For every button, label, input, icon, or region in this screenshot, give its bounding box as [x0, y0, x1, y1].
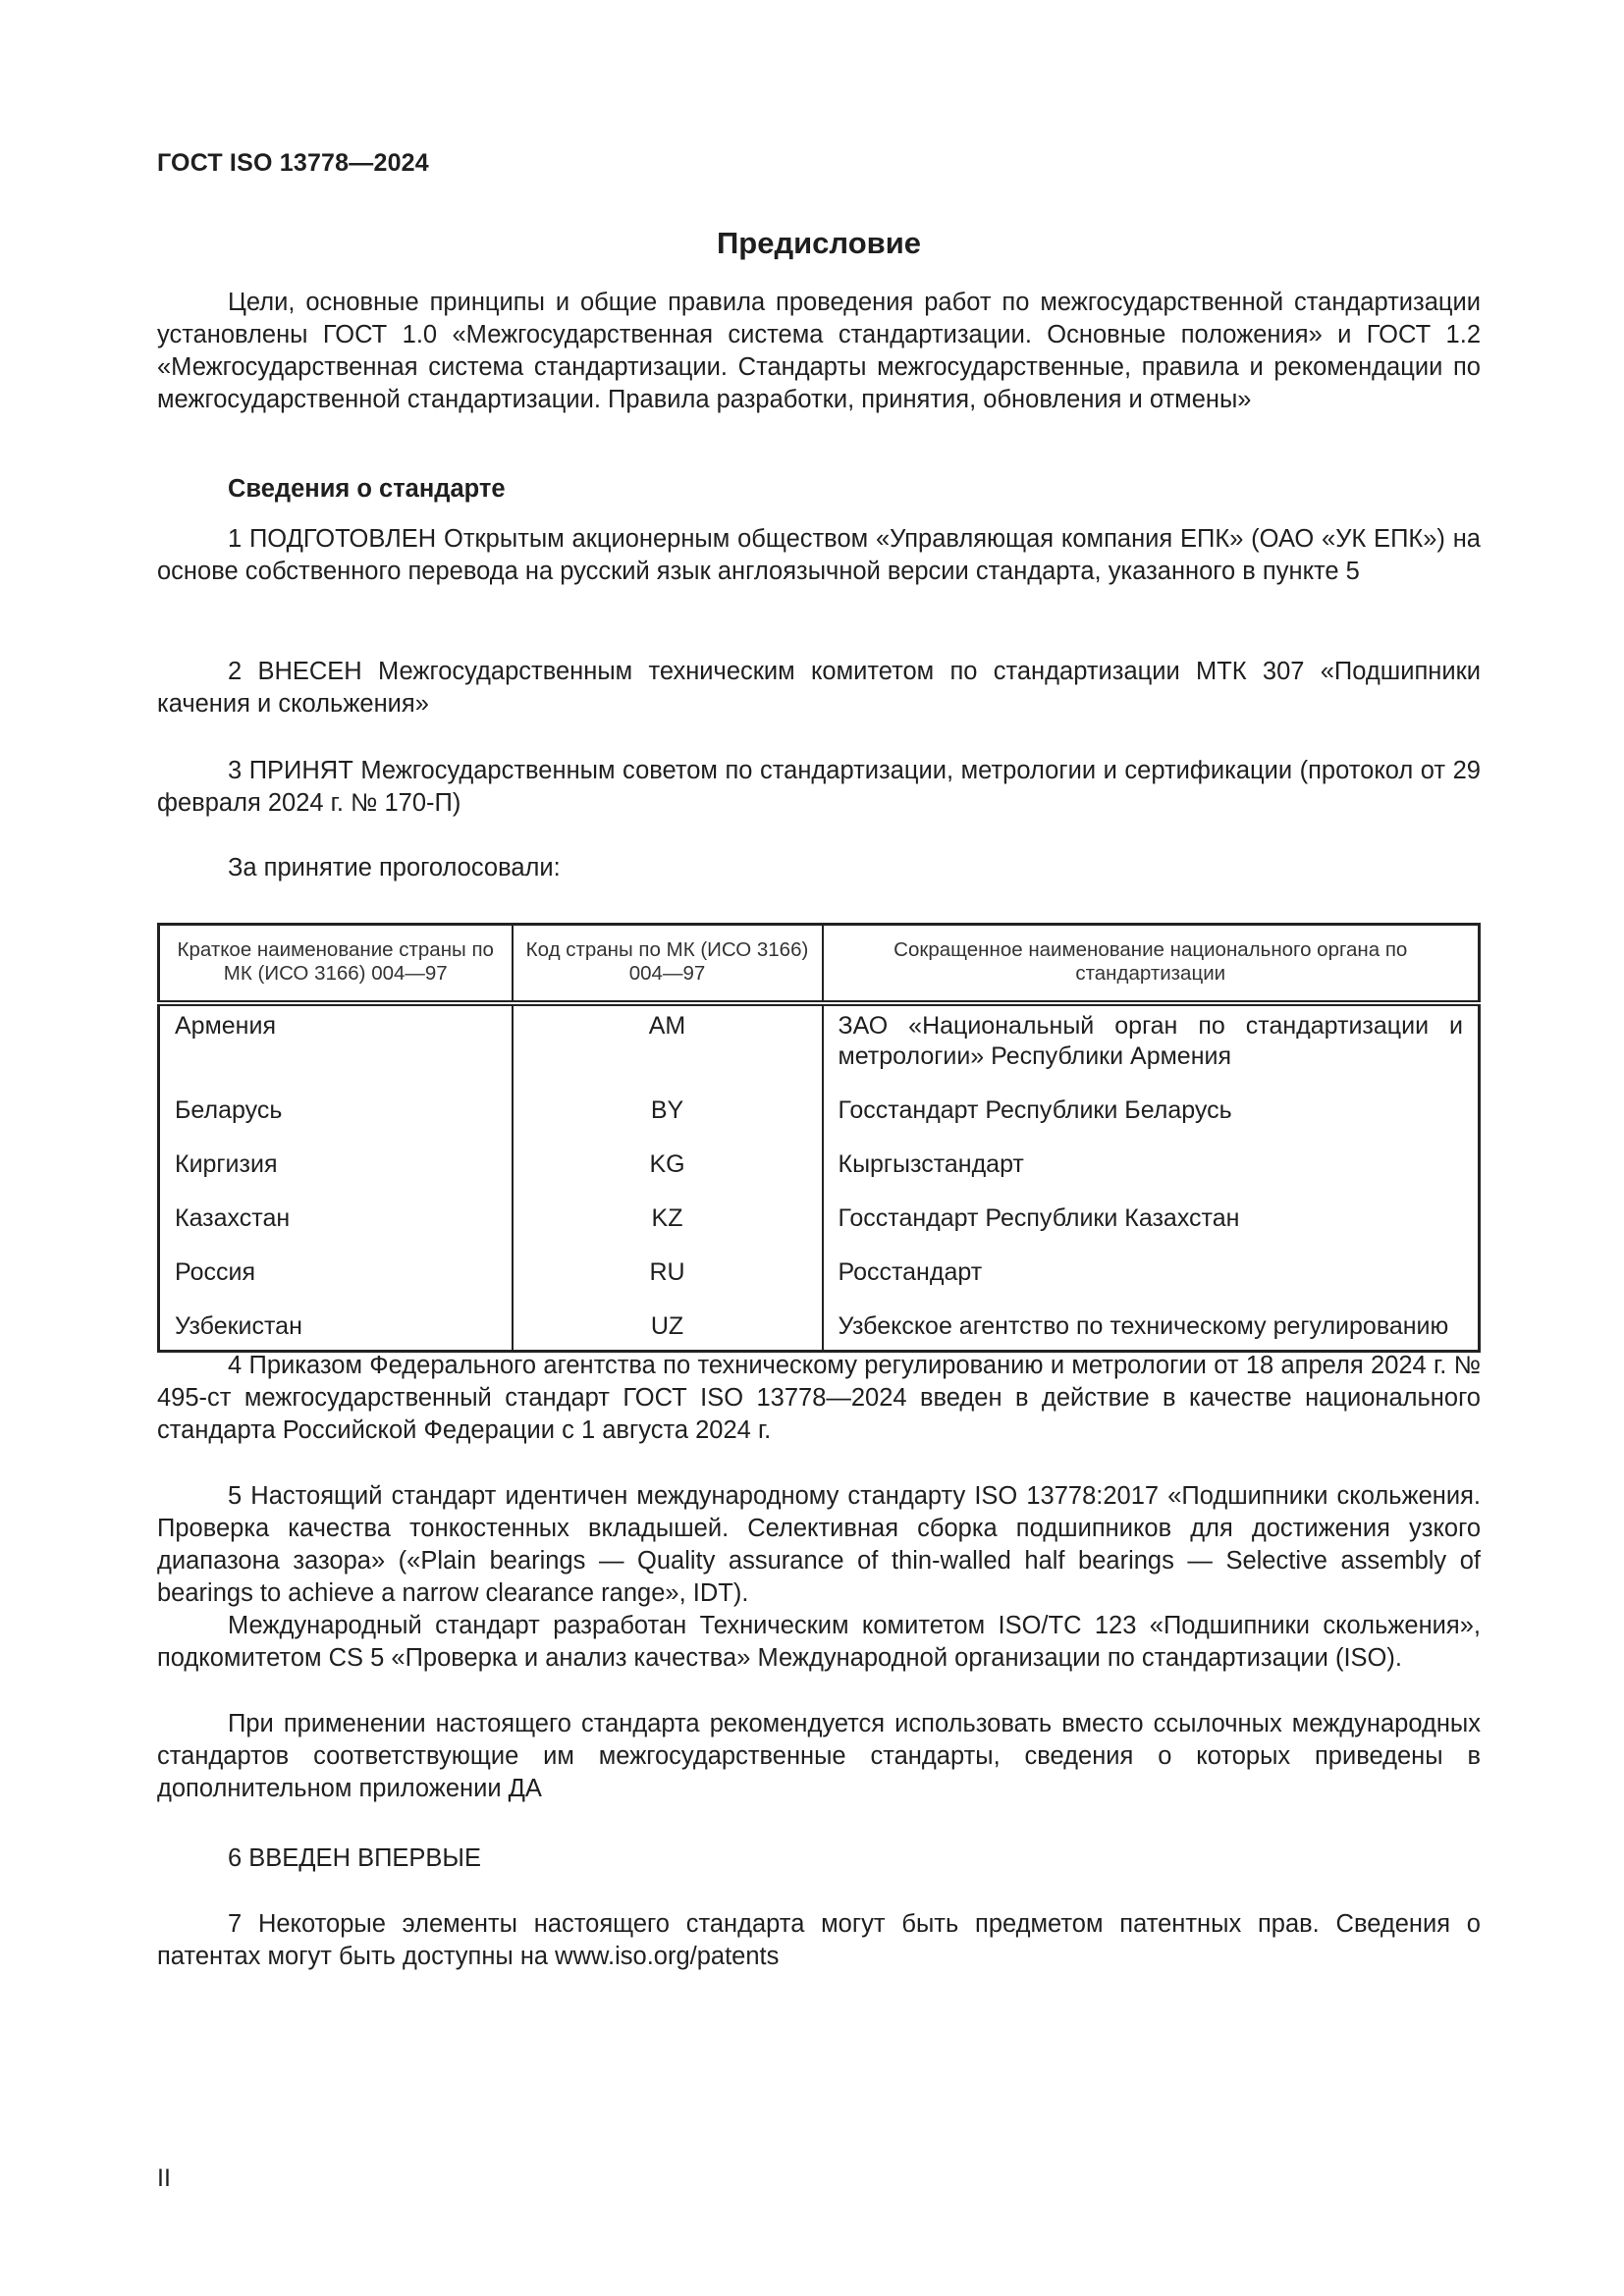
item-5-identical: 5 Настоящий стандарт идентичен международному стандарту ISO 13778:2017 «Подшипники скольжения. Проверка качества тонкостенных вкладышей. Селективная сборка подшипников для достижения узкого диапазона зазора» («Plain bearings — Quality assurance of thin-walled half bearings — Selective assembly of bearings to achieve a narrow clearance range», IDT). — [157, 1482, 1481, 1607]
item-1-prepared: 1 ПОДГОТОВЛЕН Открытым акционерным обществом «Управляющая компания ЕПК» (ОАО «УК ЕПК») на основе собственного перевода на русский язык англоязычной версии стандарта, указанного в пункте 5 — [157, 525, 1481, 585]
country-code-cell: BY — [513, 1091, 823, 1145]
standards-body-cell: Госстандарт Республики Казахстан — [823, 1199, 1480, 1253]
column-header-code: Код страны по МК (ИСО 3166) 004—97 — [513, 925, 823, 1004]
table-row — [159, 1307, 1480, 1352]
item-3-adopted: 3 ПРИНЯТ Межгосударственным советом по стандартизации, метрологии и сертификации (протокол от 29 февраля 2024 г. № 170-П) — [157, 757, 1481, 817]
country-cell: Киргизия — [159, 1145, 513, 1199]
country-cell: Беларусь — [159, 1091, 513, 1145]
column-header-country: Краткое наименование страны по МК (ИСО 3166) 004—97 — [159, 925, 513, 1004]
table-header-row — [159, 925, 1480, 1004]
country-cell: Армения — [159, 1003, 513, 1091]
table-row — [159, 1145, 1480, 1199]
country-code-cell: RU — [513, 1253, 823, 1307]
country-code-cell: AM — [513, 1003, 823, 1091]
intro-paragraph: Цели, основные принципы и общие правила проведения работ по межгосударственной стандартизации установлены ГОСТ 1.0 «Межгосударственная система стандартизации. Основные положения» и ГОСТ 1.2 «Межгосударственная система стандартизации. Стандарты межгосударственные, правила и рекомендации по межгосударственной стандартизации. Правила разработки, принятия, обновления и отмены» — [157, 289, 1481, 413]
country-code-cell: KG — [513, 1145, 823, 1199]
table-row — [159, 1003, 1480, 1091]
page-number: II — [157, 2164, 171, 2192]
table-row — [159, 1199, 1480, 1253]
item-7-patents: 7 Некоторые элементы настоящего стандарта могут быть предметом патентных прав. Сведения о патентах могут быть доступны на www.iso.org/patents — [157, 1910, 1481, 1970]
column-header-standards-body: Сокращенное наименование национального органа по стандартизации — [823, 925, 1480, 1004]
standards-body-cell: ЗАО «Национальный орган по стандартизации и метрологии» Республики Армения — [823, 1003, 1480, 1091]
item-6-first-introduced: 6 ВВЕДЕН ВПЕРВЫЕ — [228, 1844, 482, 1872]
item-2-submitted: 2 ВНЕСЕН Межгосударственным техническим комитетом по стандартизации МТК 307 «Подшипники качения и скольжения» — [157, 658, 1481, 718]
item-5-developer-paragraph: Международный стандарт разработан Техническим комитетом ISO/TC 123 «Подшипники скольжения», подкомитетом CS 5 «Проверка и анализ качества» Международной организации по стандартизации (ISO). — [157, 1612, 1481, 1672]
page-title: Предисловие — [716, 226, 921, 260]
standards-body-cell: Кыргызстандарт — [823, 1145, 1480, 1199]
standards-body-cell: Узбекское агентство по техническому регулированию — [823, 1307, 1480, 1352]
country-cell: Россия — [159, 1253, 513, 1307]
standards-body-cell: Росстандарт — [823, 1253, 1480, 1307]
table-row — [159, 1253, 1480, 1307]
item-5-references-paragraph: При применении настоящего стандарта рекомендуется использовать вместо ссылочных международных стандартов соответствующие им межгосударственные стандарты, сведения о которых приведены в дополнительном приложении ДА — [157, 1710, 1481, 1802]
voted-label: За принятие проголосовали: — [228, 854, 561, 881]
country-cell: Казахстан — [159, 1199, 513, 1253]
section-heading: Сведения о стандарте — [228, 475, 506, 503]
voting-countries-table — [157, 923, 1481, 1353]
document-identifier: ГОСТ ISO 13778—2024 — [157, 149, 429, 177]
country-code-cell: KZ — [513, 1199, 823, 1253]
country-code-cell: UZ — [513, 1307, 823, 1352]
standards-body-cell: Госстандарт Республики Беларусь — [823, 1091, 1480, 1145]
table-row — [159, 1091, 1480, 1145]
country-cell: Узбекистан — [159, 1307, 513, 1352]
item-4-enacted: 4 Приказом Федерального агентства по техническому регулированию и метрологии от 18 апреля 2024 г. № 495-ст межгосударственный стандарт ГОСТ ISO 13778—2024 введен в действие в качестве национального стандарта Российской Федерации с 1 августа 2024 г. — [157, 1352, 1481, 1444]
